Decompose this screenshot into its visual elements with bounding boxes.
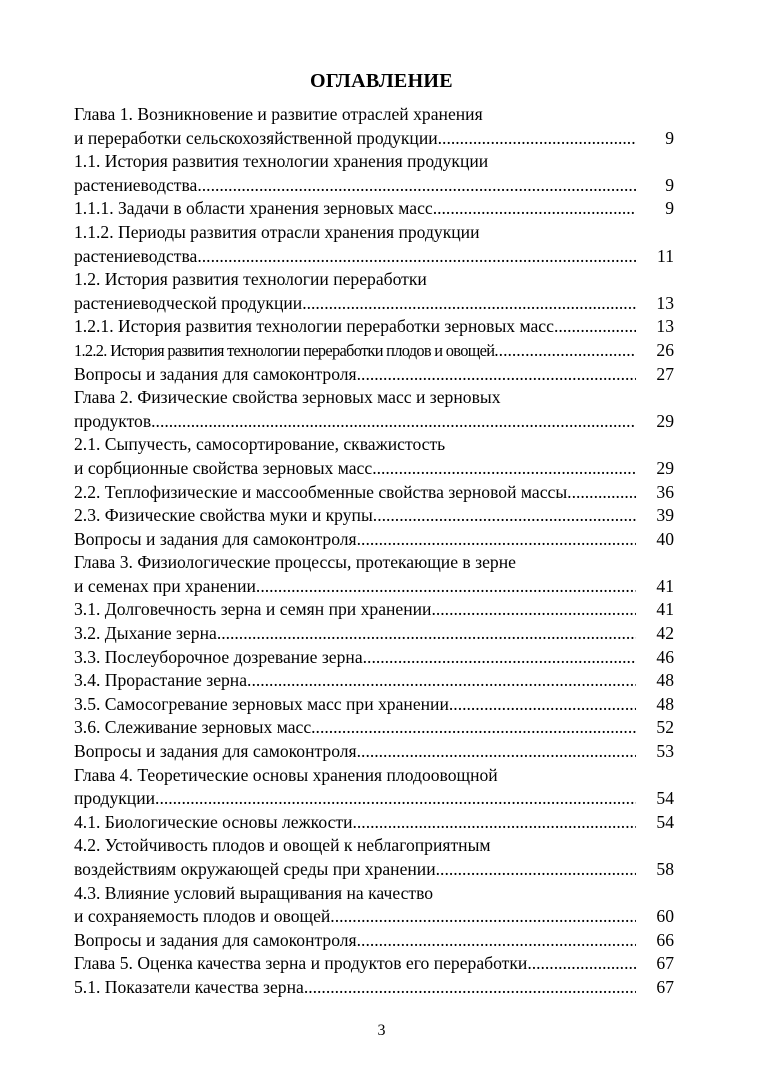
toc-page-number: 46 xyxy=(656,646,674,667)
toc-entry xyxy=(74,433,674,480)
toc-entry-text: продуктов xyxy=(74,410,152,431)
toc-entry xyxy=(74,551,674,598)
toc-entry xyxy=(74,693,674,717)
toc-page-number: 39 xyxy=(656,505,674,526)
toc-page-number: 9 xyxy=(665,198,674,219)
toc-leader-dots xyxy=(357,929,636,953)
toc-leader-dots xyxy=(527,952,636,976)
toc-entry-text: 1.2.2. История развития технологии переработки плодов и овощей xyxy=(74,340,495,360)
table-of-contents xyxy=(74,103,674,1000)
toc-entry-line xyxy=(74,622,674,646)
toc-entry-line xyxy=(74,575,674,599)
toc-leader-dots xyxy=(302,292,636,316)
toc-entry xyxy=(74,622,674,646)
toc-entry-text: Вопросы и задания для самоконтроля xyxy=(74,929,357,950)
toc-leader-dots xyxy=(330,905,636,929)
toc-entry-text: 3.5. Самосогревание зерновых масс при хранении xyxy=(74,693,449,714)
toc-page-number: 13 xyxy=(656,316,674,337)
toc-page-number: 67 xyxy=(656,976,674,997)
toc-page-number: 54 xyxy=(656,811,674,832)
toc-entry-text: Глава 1. Возникновение и развитие отраслей хранения xyxy=(74,104,483,124)
toc-entry-line xyxy=(74,764,674,788)
toc-entry-text: 2.1. Сыпучесть, самосортирование, скважистость xyxy=(74,434,446,455)
toc-entry xyxy=(74,598,674,622)
toc-entry xyxy=(74,669,674,693)
toc-entry xyxy=(74,740,674,764)
toc-entry xyxy=(74,764,674,811)
toc-entry-line xyxy=(74,245,674,269)
toc-leader-dots xyxy=(449,693,636,717)
toc-entry xyxy=(74,646,674,670)
toc-leader-dots xyxy=(373,504,636,528)
toc-entry xyxy=(74,528,674,552)
toc-leader-dots xyxy=(311,716,636,740)
toc-entry-line xyxy=(74,669,674,693)
toc-leader-dots xyxy=(567,481,636,505)
toc-entry xyxy=(74,504,674,528)
toc-entry-text: 3.4. Прорастание зерна xyxy=(74,670,248,691)
toc-entry-text: и сорбционные свойства зерновых масс xyxy=(74,457,373,478)
toc-entry-text: продукции xyxy=(74,788,156,809)
toc-entry-text: 1.1.1. Задачи в области хранения зерновых масс xyxy=(74,198,433,219)
toc-entry-line xyxy=(74,386,674,410)
toc-entry-text: Вопросы и задания для самоконтроля xyxy=(74,528,357,549)
toc-page-number: 41 xyxy=(656,599,674,620)
toc-leader-dots xyxy=(151,410,636,434)
toc-entry-text: Глава 3. Физиологические процессы, протекающие в зерне xyxy=(74,552,516,573)
toc-entry-line xyxy=(74,905,674,929)
toc-entry-text: растениеводства xyxy=(74,245,198,266)
toc-entry-text: 1.2. История развития технологии переработки xyxy=(74,269,427,290)
toc-entry-text: и сохраняемость плодов и овощей xyxy=(74,906,331,927)
toc-page-number: 48 xyxy=(656,670,674,691)
toc-leader-dots xyxy=(431,598,636,622)
toc-entry-line xyxy=(74,858,674,882)
toc-entry-line xyxy=(74,882,674,906)
toc-leader-dots xyxy=(197,245,636,269)
toc-entry-line xyxy=(74,929,674,953)
toc-entry-line xyxy=(74,528,674,552)
toc-entry-text: и переработки сельскохозяйственной продукции xyxy=(74,127,438,148)
toc-entry-text: 4.3. Влияние условий выращивания на качество xyxy=(74,882,434,903)
toc-entry-line xyxy=(74,952,674,976)
toc-page-number: 42 xyxy=(656,623,674,644)
toc-entry xyxy=(74,386,674,433)
toc-entry-line xyxy=(74,646,674,670)
toc-entry xyxy=(74,716,674,740)
toc-entry-line xyxy=(74,103,674,127)
toc-entry-line xyxy=(74,410,674,434)
toc-page-number: 54 xyxy=(656,788,674,809)
toc-entry-text: 1.1.2. Периоды развития отрасли хранения продукции xyxy=(74,221,480,242)
toc-entry-line xyxy=(74,433,674,457)
toc-leader-dots xyxy=(494,339,636,363)
toc-entry-line xyxy=(74,481,674,505)
toc-leader-dots xyxy=(357,528,636,552)
toc-leader-dots xyxy=(433,197,636,221)
toc-entry-text: Глава 2. Физические свойства зерновых масс и зерновых xyxy=(74,387,501,408)
toc-entry-line xyxy=(74,598,674,622)
toc-entry-text: 1.1. История развития технологии хранения продукции xyxy=(74,151,489,172)
toc-leader-dots xyxy=(436,858,636,882)
toc-entry-text: растениеводческой продукции xyxy=(74,292,303,313)
toc-entry-text: Вопросы и задания для самоконтроля xyxy=(74,363,357,384)
toc-entry-line xyxy=(74,292,674,316)
toc-entry-line xyxy=(74,976,674,1000)
toc-page-number: 53 xyxy=(656,741,674,762)
toc-entry-text: 2.3. Физические свойства муки и крупы xyxy=(74,505,373,526)
toc-page-number: 29 xyxy=(656,457,674,478)
toc-entry-line xyxy=(74,174,674,198)
toc-entry-text: 3.1. Долговечность зерна и семян при хранении xyxy=(74,599,432,620)
toc-page-number: 29 xyxy=(656,410,674,431)
toc-entry xyxy=(74,834,674,881)
toc-entry-text: 1.2.1. История развития технологии переработки зерновых масс xyxy=(74,316,554,337)
toc-page-number: 48 xyxy=(656,693,674,714)
toc-entry xyxy=(74,481,674,505)
toc-entry-line xyxy=(74,268,674,292)
toc-page-number: 11 xyxy=(657,245,674,266)
toc-entry-line xyxy=(74,127,674,151)
toc-page-number: 41 xyxy=(656,575,674,596)
toc-entry-text: 5.1. Показатели качества зерна xyxy=(74,976,304,997)
toc-entry-line xyxy=(74,221,674,245)
toc-entry xyxy=(74,882,674,929)
toc-leader-dots xyxy=(217,622,636,646)
toc-entry xyxy=(74,363,674,387)
toc-entry-text: Глава 4. Теоретические основы хранения плодоовощной xyxy=(74,764,498,785)
toc-entry xyxy=(74,339,674,363)
toc-leader-dots xyxy=(357,363,636,387)
toc-entry-line xyxy=(74,551,674,575)
toc-entry-line xyxy=(74,787,674,811)
toc-entry-line xyxy=(74,339,674,363)
toc-entry-line xyxy=(74,834,674,858)
toc-leader-dots xyxy=(372,457,636,481)
toc-entry-text: 3.3. Послеуборочное дозревание зерна xyxy=(74,646,363,667)
toc-entry-text: 4.1. Биологические основы лежкости xyxy=(74,811,353,832)
toc-entry xyxy=(74,268,674,315)
toc-entry-text: 2.2. Теплофизические и массообменные свойства зерновой массы xyxy=(74,481,568,502)
toc-entry-text: Глава 5. Оценка качества зерна и продуктов его переработки xyxy=(74,953,528,974)
toc-page-number: 27 xyxy=(656,363,674,384)
toc-entry-line xyxy=(74,363,674,387)
toc-leader-dots xyxy=(554,315,636,339)
toc-page-number: 66 xyxy=(656,929,674,950)
toc-entry-line xyxy=(74,811,674,835)
toc-entry-line xyxy=(74,197,674,221)
toc-entry xyxy=(74,221,674,268)
toc-page-number: 60 xyxy=(656,906,674,927)
page-number: 3 xyxy=(377,1022,386,1039)
toc-entry-line xyxy=(74,315,674,339)
toc-entry-line xyxy=(74,504,674,528)
page-title: ОГЛАВЛЕНИЕ xyxy=(310,70,453,92)
toc-entry xyxy=(74,197,674,221)
toc-leader-dots xyxy=(155,787,636,811)
toc-leader-dots xyxy=(438,127,636,151)
toc-leader-dots xyxy=(357,740,636,764)
toc-entry-text: и семенах при хранении xyxy=(74,575,256,596)
toc-entry-text: 3.2. Дыхание зерна xyxy=(74,623,217,644)
toc-leader-dots xyxy=(197,174,636,198)
toc-entry xyxy=(74,929,674,953)
toc-page-number: 9 xyxy=(665,127,674,148)
toc-entry xyxy=(74,150,674,197)
toc-entry xyxy=(74,315,674,339)
toc-entry-line xyxy=(74,457,674,481)
toc-leader-dots xyxy=(304,976,636,1000)
toc-page-number: 13 xyxy=(656,292,674,313)
toc-entry xyxy=(74,976,674,1000)
toc-leader-dots xyxy=(247,669,636,693)
toc-page-number: 67 xyxy=(656,953,674,974)
toc-page-number: 52 xyxy=(656,717,674,738)
toc-leader-dots xyxy=(353,811,637,835)
toc-entry-text: Вопросы и задания для самоконтроля xyxy=(74,741,357,762)
toc-entry-line xyxy=(74,740,674,764)
toc-entry-line xyxy=(74,150,674,174)
toc-entry-line xyxy=(74,716,674,740)
toc-leader-dots xyxy=(363,646,636,670)
toc-entry-text: воздействиям окружающей среды при хранении xyxy=(74,859,436,879)
toc-page-number: 9 xyxy=(665,174,674,195)
toc-page-number: 40 xyxy=(656,528,674,549)
toc-page-number: 36 xyxy=(656,481,674,502)
toc-entry-text: растениеводства xyxy=(74,174,198,195)
toc-entry xyxy=(74,952,674,976)
toc-entry-text: 4.2. Устойчивость плодов и овощей к неблагоприятным xyxy=(74,835,491,856)
toc-entry-text: 3.6. Слеживание зерновых масс xyxy=(74,717,312,738)
toc-entry-line xyxy=(74,693,674,717)
toc-leader-dots xyxy=(256,575,636,599)
toc-entry xyxy=(74,811,674,835)
toc-entry xyxy=(74,103,674,150)
toc-page-number: 26 xyxy=(656,339,674,360)
toc-page-number: 58 xyxy=(656,859,674,879)
